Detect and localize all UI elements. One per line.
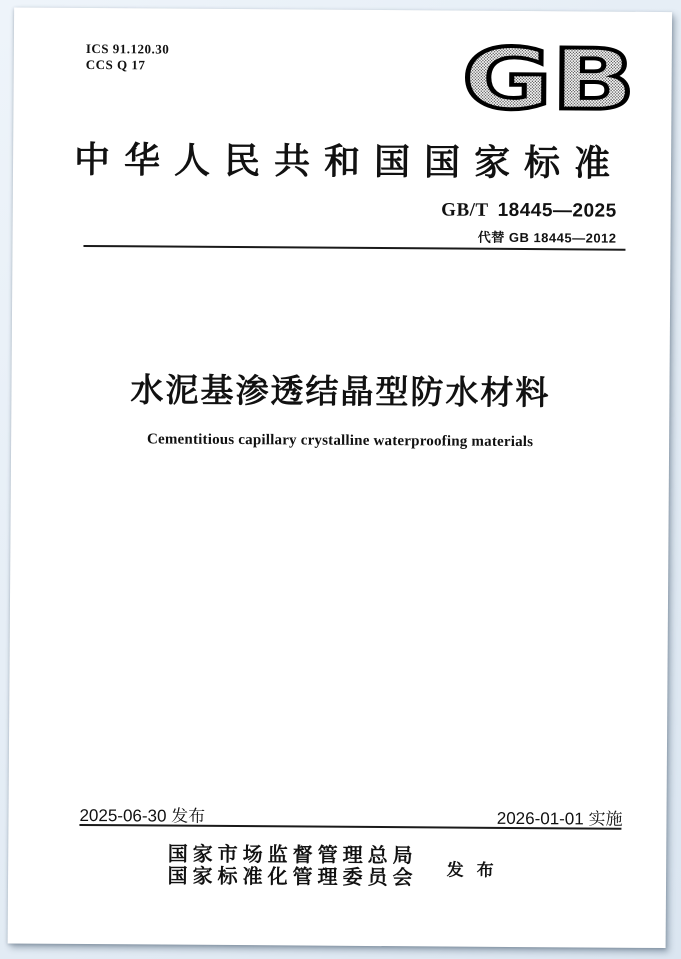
issuer-names [167,844,417,890]
gb-logo [457,41,639,114]
standard-title-english: Cementitious capillary crystalline waterproofing materials [146,431,534,451]
classification-block [86,41,170,74]
standard-name-header: 中华人民共和国国家标准 [73,139,625,184]
issuer-name-1: 国家市场监督管理总局 [167,843,418,868]
issuer-block [8,842,666,891]
standard-title-chinese: 水泥基渗透结晶型防水材料 [130,371,551,412]
issue-date: 2025-06-30 发布 [79,805,206,826]
gb-logo-text: GB [461,40,595,114]
implementation-date: 2026-01-01 实施 [496,808,623,829]
standard-code-prefix: GB/T [441,199,489,221]
standard-code [441,199,617,222]
standard-code-number: 18445—2025 [497,199,617,222]
issuer-name-2: 国家标准化管理委员会 [167,865,418,890]
standard-code-block [441,199,617,246]
replaces-note: 代替 GB 18445—2012 [477,229,617,246]
ics-code: ICS 91.120.30 [85,40,170,57]
document-page [8,7,673,948]
ccs-code: CCS Q 17 [85,56,146,73]
issue-verb: 发布 [446,860,507,880]
